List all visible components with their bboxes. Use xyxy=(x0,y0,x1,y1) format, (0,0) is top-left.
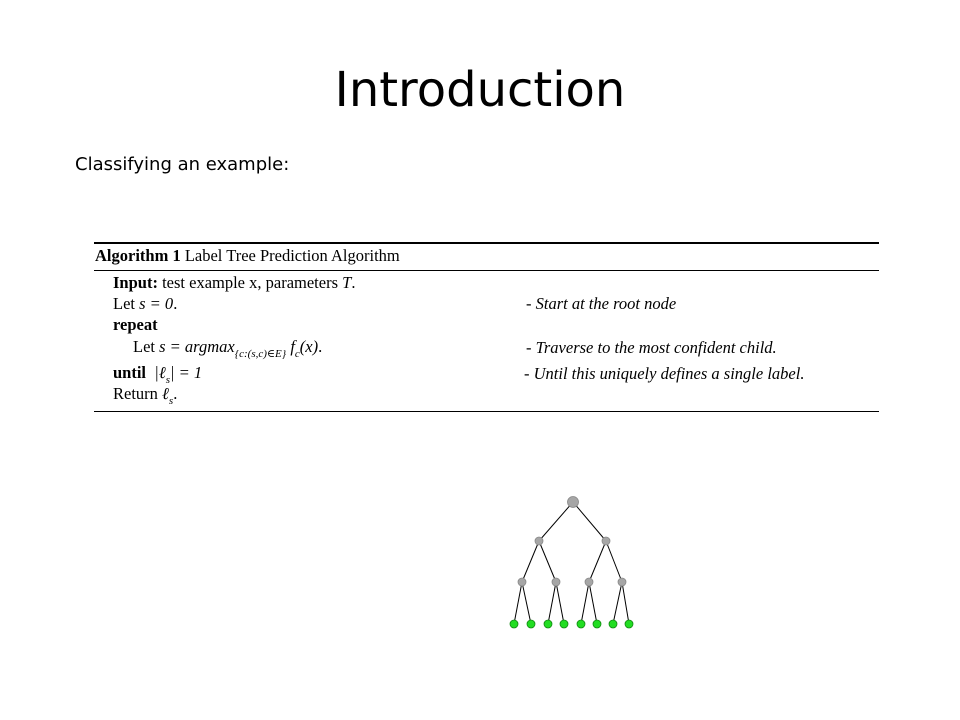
leaf-node-1 xyxy=(527,620,535,628)
tree-internal-node-l2-1 xyxy=(552,578,560,586)
let1-keyword: Let xyxy=(113,294,135,313)
algorithm-header-rule xyxy=(94,270,879,271)
tree-edge-root-1 xyxy=(573,502,606,541)
label-tree-diagram xyxy=(500,490,650,635)
tree-edge-l1-2 xyxy=(589,541,606,582)
let2-math: s = argmax xyxy=(159,337,235,356)
input-end: . xyxy=(351,273,356,292)
algo-comment-until: - Until this uniquely defines a single label. xyxy=(524,364,805,383)
let1-math: s = 0 xyxy=(139,294,174,313)
tree-edge-l2-0 xyxy=(514,582,522,624)
let1-end: . xyxy=(173,294,178,313)
tree-internal-node-l2-0 xyxy=(518,578,526,586)
tree-edge-l2-5 xyxy=(589,582,597,624)
algo-comment-let1: - Start at the root node xyxy=(526,294,677,313)
until-math-sub: s xyxy=(165,374,170,386)
tree-edge-l1-0 xyxy=(522,541,539,582)
leaf-node-6 xyxy=(609,620,617,628)
leaf-node-7 xyxy=(625,620,633,628)
slide-title: Introduction xyxy=(334,62,626,118)
algo-line-let2 xyxy=(133,337,322,364)
algo-line-repeat xyxy=(113,315,158,335)
tree-edges xyxy=(514,502,629,624)
algorithm-bottom-rule xyxy=(94,411,879,412)
let2-keyword: Let xyxy=(133,337,155,356)
return-end: . xyxy=(173,384,178,403)
input-keyword: Input: xyxy=(113,273,158,292)
tree-internal-node-l1-1 xyxy=(602,537,610,545)
algorithm-box xyxy=(94,242,879,412)
leaf-node-3 xyxy=(560,620,568,628)
algo-line-input xyxy=(113,273,355,293)
tree-edge-l2-2 xyxy=(548,582,556,624)
let2-sub: {c:(s,c)∈E} xyxy=(234,348,287,360)
tree-edge-l2-3 xyxy=(556,582,564,624)
leaf-node-5 xyxy=(593,620,601,628)
tree-edge-l2-7 xyxy=(622,582,629,624)
algorithm-header xyxy=(95,245,400,267)
tree-internal-node-l2-2 xyxy=(585,578,593,586)
tree-edge-l2-1 xyxy=(522,582,531,624)
repeat-keyword: repeat xyxy=(113,315,158,334)
slide-subtitle: Classifying an example: xyxy=(75,154,290,175)
return-math: ℓ xyxy=(162,384,169,403)
leaf-node-2 xyxy=(544,620,552,628)
tree-edge-l2-4 xyxy=(581,582,589,624)
tree-internal-node-l1-0 xyxy=(535,537,543,545)
algo-comment-let2: - Traverse to the most confident child. xyxy=(526,338,777,357)
let2-math2-sub: c xyxy=(294,348,300,360)
until-math-pre: |ℓ xyxy=(154,363,166,382)
return-keyword: Return xyxy=(113,384,158,403)
return-sub: s xyxy=(168,395,174,407)
tree-edge-l2-6 xyxy=(613,582,622,624)
algorithm-number: Algorithm 1 xyxy=(95,246,181,265)
tree-edge-l1-3 xyxy=(606,541,622,582)
let2-math2-end: (x) xyxy=(299,337,319,356)
leaf-node-4 xyxy=(577,620,585,628)
let2-math2: f xyxy=(290,337,295,356)
tree-internal-node-l2-3 xyxy=(618,578,626,586)
algorithm-name: Label Tree Prediction Algorithm xyxy=(184,246,400,265)
let2-end: . xyxy=(318,337,323,356)
until-keyword: until xyxy=(113,363,147,382)
algo-line-let1 xyxy=(113,294,177,314)
tree-edge-l1-1 xyxy=(539,541,556,582)
input-text: test example x, parameters xyxy=(162,273,339,292)
input-param: T xyxy=(342,273,352,292)
algo-line-return xyxy=(113,384,177,411)
algorithm-top-rule xyxy=(94,242,879,244)
tree-root-node xyxy=(568,497,579,508)
tree-edge-root-0 xyxy=(539,502,573,541)
until-math-post: | = 1 xyxy=(169,363,203,382)
leaf-node-0 xyxy=(510,620,518,628)
